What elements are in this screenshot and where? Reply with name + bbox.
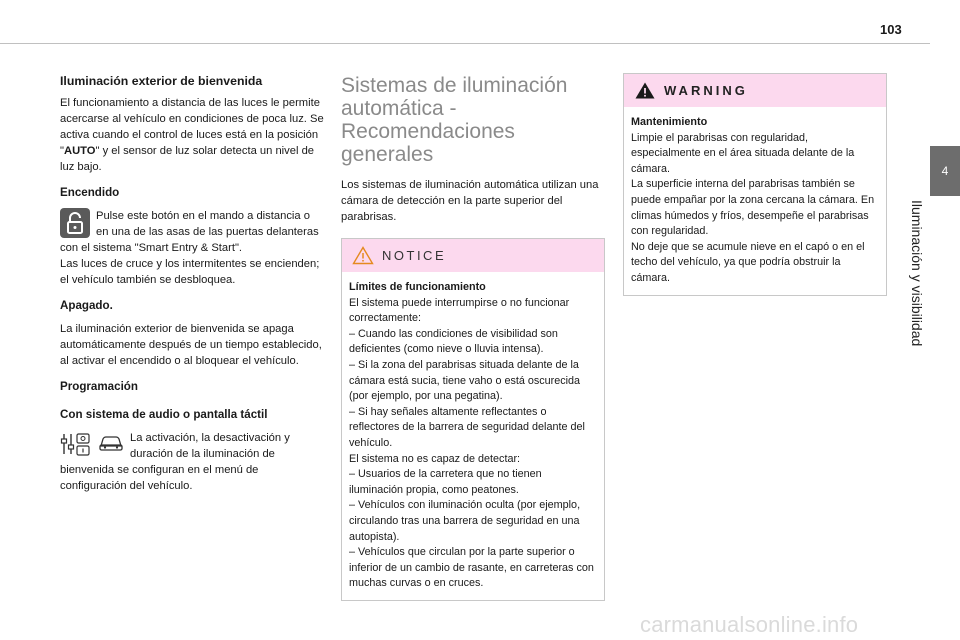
list-item: – Cuando las condiciones de visibilidad son deficientes (como nieve o lluvia intensa). (349, 327, 558, 356)
list-item: – Si hay señales altamente reflectantes o reflectores de la barrera de seguridad delante del vehículo. (349, 405, 585, 449)
warning-text-3: No deje que se acumule nieve en el capó o en el techo del vehículo, ya que podría obstruir la cámara. (631, 240, 865, 284)
warning-text-1: Limpie el parabrisas con regularidad, especialmente en el área situada delante de la cámara. (631, 131, 855, 175)
notice-line2: El sistema no es capaz de detectar: (349, 452, 521, 465)
notice-line1: El sistema puede interrumpirse o no funcionar correctamente: (349, 296, 570, 325)
section-title-welcome-lighting: Iluminación exterior de bienvenida (60, 74, 263, 88)
warning-label: WARNING (664, 82, 748, 98)
column-left (60, 74, 324, 494)
encendido-result: Las luces de cruce y los intermitentes se encienden; el vehículo también se desbloquea. (60, 258, 320, 286)
settings-menu-icon (60, 430, 92, 460)
watermark: carmanualsonline.info (640, 612, 859, 637)
programacion-block: La activación, la desactivación y duración de la iluminación de bienvenida se configuran en el menú de configuración del vehículo. (60, 432, 290, 492)
notice-label: NOTICE (382, 247, 447, 263)
section-title-auto-lighting: Sistemas de iluminación automática - Recomendaciones generales (341, 74, 568, 166)
warning-callout (623, 73, 887, 296)
heading-audio-system: Con sistema de audio o pantalla táctil (60, 408, 268, 421)
page-number: 103 (880, 22, 902, 37)
apagado-text: La iluminación exterior de bienvenida se apaga automáticamente después de un tiempo establecido, al activar el encendido o al bloquear el vehículo. (60, 323, 322, 367)
warning-heading: Mantenimiento (631, 116, 708, 128)
notice-triangle-icon (352, 246, 374, 265)
notice-heading: Límites de funcionamiento (349, 281, 486, 293)
column-right (623, 73, 887, 296)
warning-body (624, 107, 886, 295)
chapter-tab[interactable]: 4 (930, 146, 960, 196)
chapter-label: Iluminación y visibilidad (909, 200, 925, 347)
header-rule (0, 43, 930, 44)
unlock-icon (60, 208, 90, 238)
list-item: – Usuarios de la carretera que no tienen iluminación propia, como peatones. (349, 468, 542, 496)
notice-callout (341, 238, 605, 601)
heading-encendido: Encendido (60, 186, 120, 199)
auto-lighting-intro: Los sistemas de iluminación automática utilizan una cámara de detección en la parte superior del parabrisas. (341, 179, 599, 223)
notice-header (342, 239, 604, 272)
notice-body (342, 272, 604, 600)
encendido-block: Pulse este botón en el mando a distancia o en una de las asas de las puertas delanteras con el sistema "Smart Entry & Start". (60, 210, 319, 254)
list-item: – Si la zona del parabrisas situada delante de la cámara está sucia, tiene vaho o está oscurecida (por ejemplo, por una pegatina). (349, 358, 581, 403)
heading-apagado: Apagado. (60, 299, 113, 312)
car-icon (98, 430, 124, 460)
column-middle (341, 74, 605, 601)
list-item: – Vehículos con iluminación oculta (por ejemplo, circulando tras una barrera de seguridad en una autopista). (349, 499, 581, 543)
warning-header (624, 74, 886, 107)
welcome-intro: El funcionamiento a distancia de las luces le permite acercarse al vehículo en condiciones de poca luz. Se activa cuando el control de luces está en la posición "AUTO" y el sensor de luz solar detecta un nivel de luz bajo. (60, 97, 324, 173)
warning-text-2: La superficie interna del parabrisas también se puede empañar por la zona cercana la cámara. En climas húmedos y fríos, desempeñe el parabrisas con regularidad. (631, 178, 875, 238)
heading-programacion: Programación (60, 380, 138, 393)
list-item: – Vehículos que circulan por la parte superior o inferior de un cambio de rasante, en carreteras con muchas curvas o en cruces. (349, 546, 594, 590)
warning-triangle-icon (634, 81, 656, 100)
